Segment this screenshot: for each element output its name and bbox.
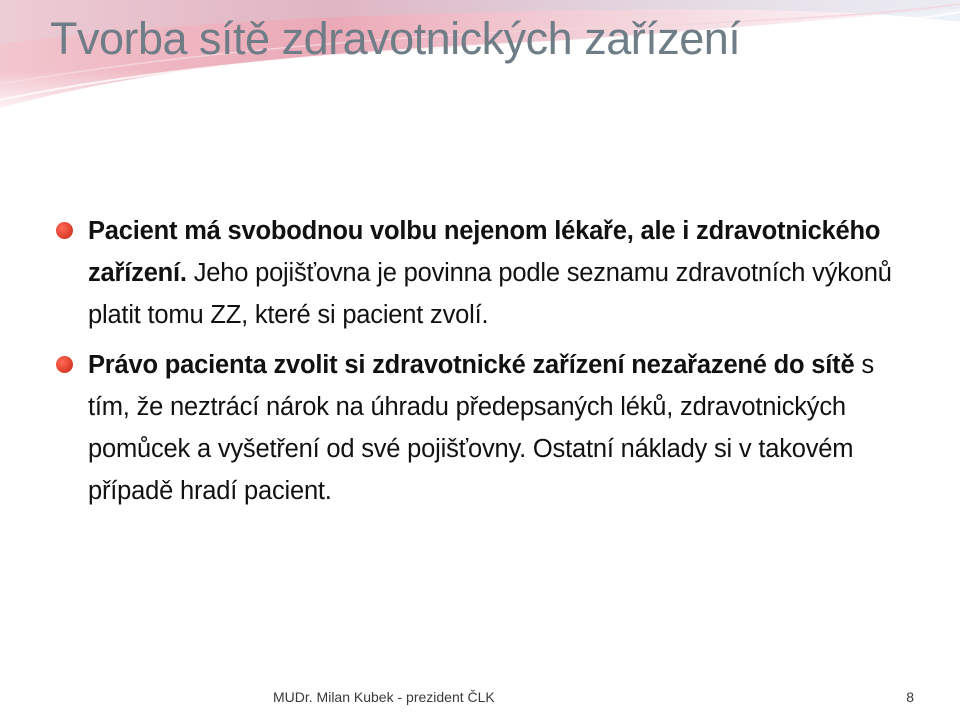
page-number: 8 — [906, 689, 914, 705]
bullet-text: s tím, že neztrácí nárok na úhradu předepsaných léků, zdravotnických pomůcek a vyšetření od své pojišťovny. Ostatní náklady si v takovém případě hradí pacient. — [88, 351, 874, 505]
bullet-dot-icon — [56, 222, 73, 239]
bullet-item — [56, 344, 916, 512]
footer-author: MUDr. Milan Kubek - prezident ČLK — [273, 689, 495, 705]
bullet-bold-text: Pacient má svobodnou volbu nejenom lékaře, ale i zdravotnického zařízení. — [88, 217, 881, 287]
bullet-text: Jeho pojišťovna je povinna podle seznamu zdravotních výkonů platit tomu ZZ, které si pacient zvolí. — [88, 259, 892, 329]
bullet-bold-text: Právo pacienta zvolit si zdravotnické zařízení nezařazené do sítě — [88, 351, 855, 379]
bullet-list — [56, 210, 916, 512]
slide-title: Tvorba sítě zdravotnických zařízení — [50, 13, 741, 64]
bullet-dot-icon — [56, 356, 73, 373]
header-fade — [0, 70, 960, 120]
bullet-item — [56, 210, 916, 336]
